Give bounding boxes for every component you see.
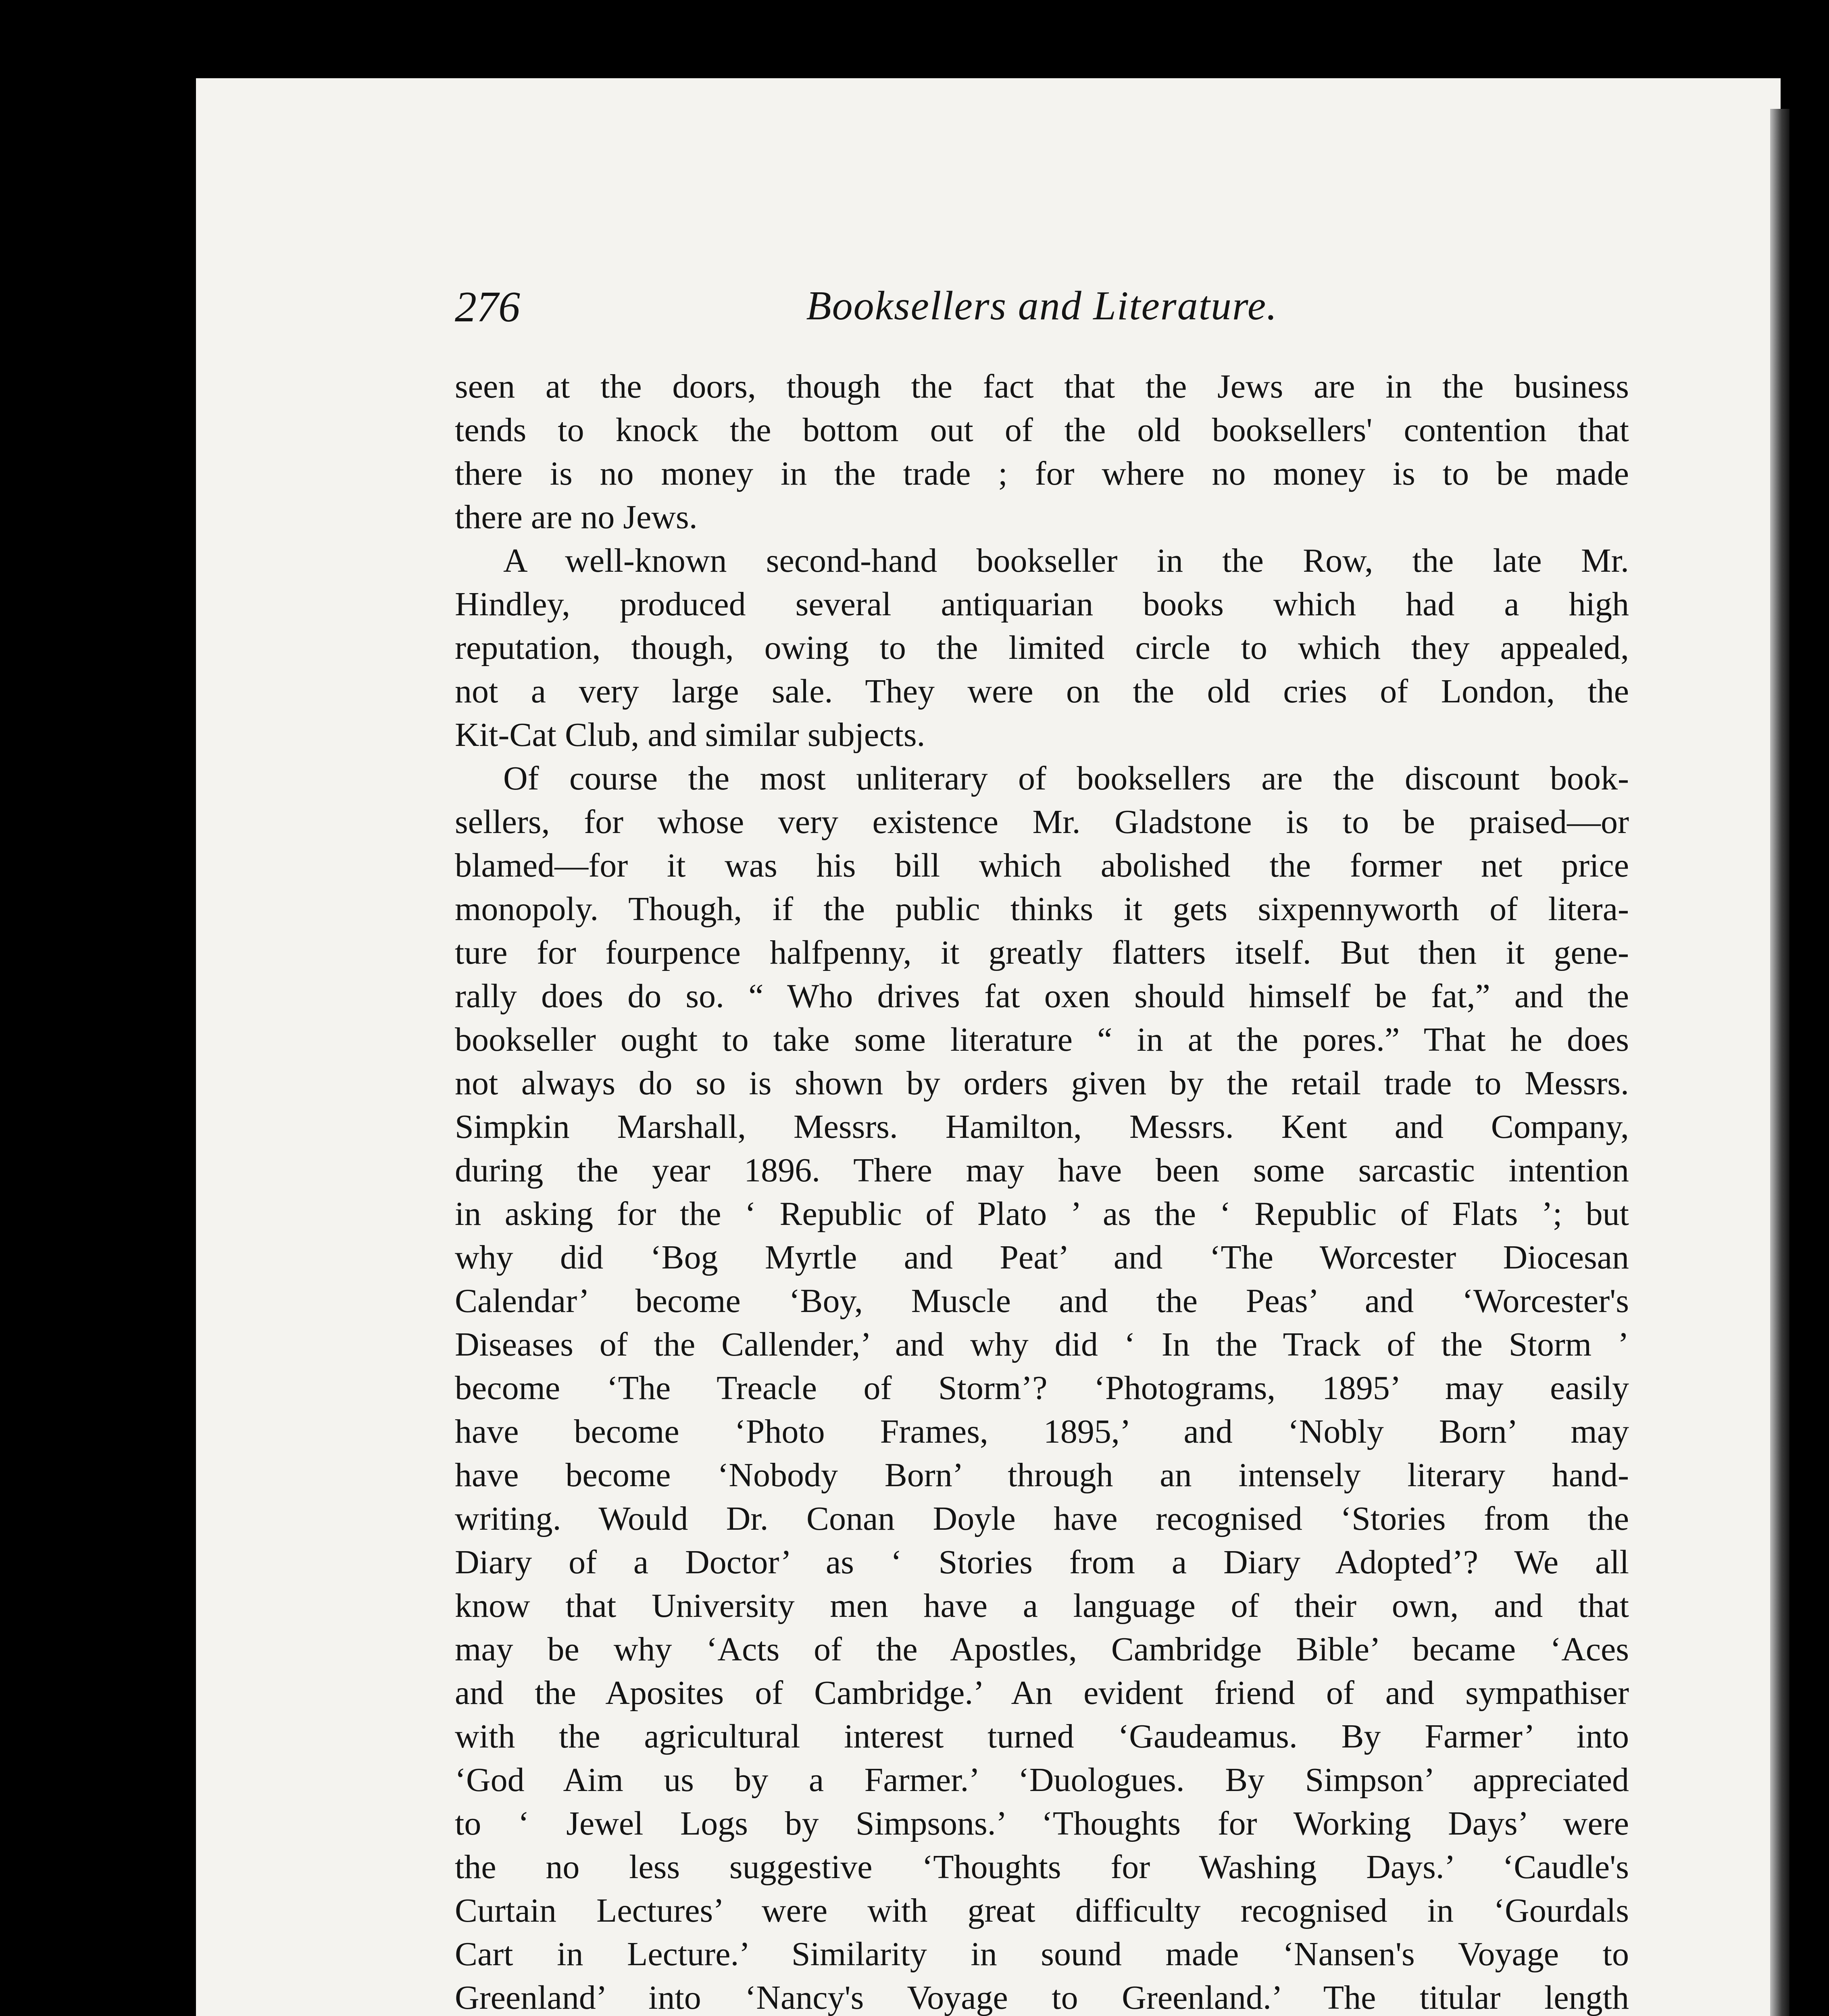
text-line: may be why ‘Acts of the Apostles, Cambridge Bible’ became ‘Aces (455, 1631, 1629, 1668)
text-line: there is no money in the trade ; for where no money is to be made (455, 455, 1629, 492)
text-line: Greenland’ into ‘Nancy's Voyage to Greenland.’ The titular length (455, 1979, 1629, 2016)
text-line: Hindley, produced several antiquarian books which had a high (455, 585, 1629, 623)
text-line: have become ‘Nobody Born’ through an intensely literary hand- (455, 1456, 1629, 1494)
text-line: with the agricultural interest turned ‘Gaudeamus. By Farmer’ into (455, 1718, 1629, 1755)
text-line: Cart in Lecture.’ Similarity in sound made ‘Nansen's Voyage to (455, 1935, 1629, 1973)
text-line: know that University men have a language of their own, and that (455, 1587, 1629, 1624)
text-line: writing. Would Dr. Conan Doyle have recognised ‘Stories from the (455, 1500, 1629, 1537)
text-line: to ‘ Jewel Logs by Simpsons.’ ‘Thoughts for Working Days’ were (455, 1805, 1629, 1842)
text-line: Kit-Cat Club, and similar subjects. (455, 716, 925, 754)
page-number: 276 (455, 283, 520, 331)
text-line: not a very large sale. They were on the old cries of London, the (455, 673, 1629, 710)
text-line: bookseller ought to take some literature “ in at the pores.” That he does (455, 1021, 1629, 1058)
text-line: reputation, though, owing to the limited circle to which they appealed, (455, 629, 1629, 666)
text-line: ‘God Aim us by a Farmer.’ ‘Duologues. By Simpson’ appreciated (455, 1761, 1629, 1799)
text-line: rally does do so. “ Who drives fat oxen should himself be fat,” and the (455, 977, 1629, 1015)
text-line: sellers, for whose very existence Mr. Gladstone is to be praised—or (455, 803, 1629, 841)
text-line: tends to knock the bottom out of the old booksellers' contention that (455, 411, 1629, 449)
text-line: Of course the most unliterary of booksellers are the discount book- (503, 760, 1629, 797)
text-line: become ‘The Treacle of Storm’? ‘Photograms, 1895’ may easily (455, 1369, 1629, 1407)
text-line: Simpkin Marshall, Messrs. Hamilton, Messrs. Kent and Company, (455, 1108, 1629, 1145)
text-line: Diary of a Doctor’ as ‘ Stories from a Diary Adopted’? We all (455, 1543, 1629, 1581)
running-head (455, 282, 1629, 343)
running-title: Booksellers and Literature. (806, 283, 1278, 329)
text-line: not always do so is shown by orders given by the retail trade to Messrs. (455, 1064, 1629, 1102)
text-line: ture for fourpence halfpenny, it greatly flatters itself. But then it gene- (455, 934, 1629, 971)
text-line: Diseases of the Callender,’ and why did ‘ In the Track of the Storm ’ (455, 1326, 1629, 1363)
text-line: there are no Jews. (455, 498, 698, 536)
text-line: Curtain Lectures’ were with great difficulty recognised in ‘Gourdals (455, 1892, 1629, 1929)
text-line: why did ‘Bog Myrtle and Peat’ and ‘The Worcester Diocesan (455, 1239, 1629, 1276)
text-line: have become ‘Photo Frames, 1895,’ and ‘Nobly Born’ may (455, 1413, 1629, 1450)
text-line: during the year 1896. There may have been some sarcastic intention (455, 1152, 1629, 1189)
text-line: and the Aposites of Cambridge.’ An evident friend of and sympathiser (455, 1674, 1629, 1712)
text-line: monopoly. Though, if the public thinks it gets sixpennyworth of litera- (455, 890, 1629, 928)
text-line: seen at the doors, though the fact that the Jews are in the business (455, 368, 1629, 405)
text-line: the no less suggestive ‘Thoughts for Washing Days.’ ‘Caudle's (455, 1848, 1629, 1886)
page-binding-shadow (1770, 109, 1789, 2016)
text-line: blamed—for it was his bill which abolished the former net price (455, 847, 1629, 884)
text-line: in asking for the ‘ Republic of Plato ’ as the ‘ Republic of Flats ’; but (455, 1195, 1629, 1233)
body-text (455, 365, 1629, 2016)
text-line: A well-known second-hand bookseller in the Row, the late Mr. (503, 542, 1629, 579)
text-line: Calendar’ become ‘Boy, Muscle and the Peas’ and ‘Worcester's (455, 1282, 1629, 1320)
